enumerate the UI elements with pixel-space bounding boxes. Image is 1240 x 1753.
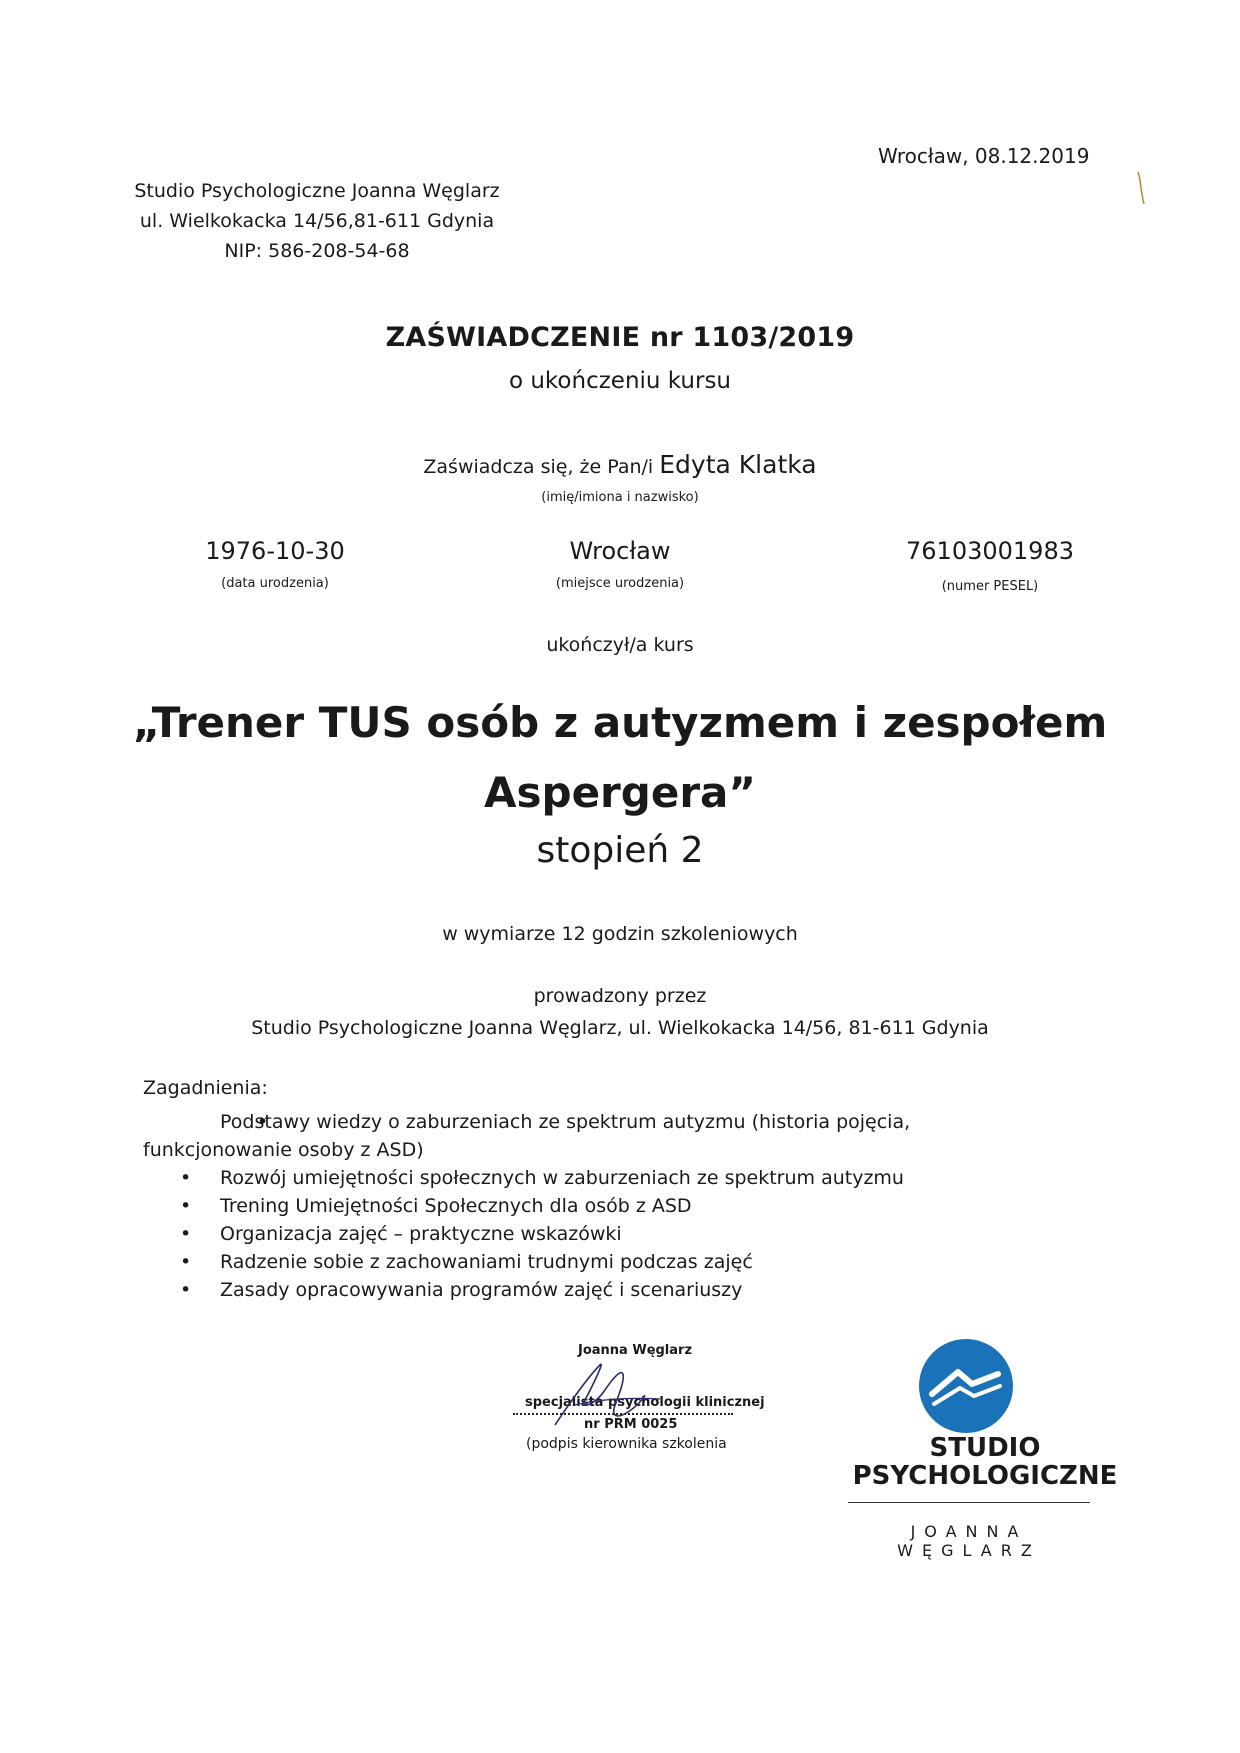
certificate-subtitle: o ukończeniu kursu: [508, 368, 732, 394]
topic-item: • Rozwój umiejętności społecznych w zaburzeniach ze spektrum autyzmu: [143, 1164, 1063, 1192]
handwritten-signature: [545, 1355, 678, 1435]
completed-line: ukończył/a kurs: [546, 634, 694, 656]
birth-date: 1976-10-30: [205, 537, 345, 565]
issuer-address: ul. Wielkokacka 14/56,81-611 Gdynia: [139, 210, 495, 232]
course-degree: stopień 2: [536, 830, 704, 871]
topic-item: • Podstawy wiedzy o zaburzeniach ze spektrum autyzmu (historia pojęcia, funkcjonowanie osoby z ASD): [143, 1108, 1063, 1164]
issuer-block: [132, 176, 502, 266]
course-name-line-1: „Trener TUS osób z autyzmem i zespołem: [132, 698, 1108, 747]
course-provider: Studio Psychologiczne Joanna Węglarz, ul. Wielkokacka 14/56, 81-611 Gdynia: [251, 1017, 989, 1039]
signature-caption: (podpis kierownika szkolenia: [526, 1436, 727, 1452]
pesel-number: 76103001983: [906, 537, 1074, 565]
topics-list: [143, 1108, 1063, 1304]
name-caption: (imię/imiona i nazwisko): [541, 490, 699, 505]
topic-item: • Radzenie sobie z zachowaniami trudnymi podczas zajęć: [143, 1248, 1063, 1276]
logo-subtitle: JOANNA WĘGLARZ: [897, 1522, 1041, 1560]
studio-logo-icon: [918, 1338, 1014, 1434]
birth-place-caption: (miejsce urodzenia): [555, 576, 685, 591]
topics-label: Zagadnienia:: [143, 1077, 268, 1099]
stamp-title: specjalista psychologii klinicznej: [525, 1395, 765, 1410]
course-name: [100, 688, 1140, 828]
stamp-name: Joanna Węglarz: [578, 1343, 693, 1358]
certifies-line: [0, 450, 1240, 479]
topic-item: • Organizacja zajęć – praktyczne wskazówki: [143, 1220, 1063, 1248]
led-by-label: prowadzony przez: [533, 985, 707, 1007]
issuer-nip: NIP: 586-208-54-68: [224, 240, 410, 262]
birth-place: Wrocław: [569, 537, 671, 565]
logo-text-line-1: STUDIO: [929, 1433, 1041, 1463]
person-name: Edyta Klatka: [659, 450, 817, 479]
birth-date-caption: (data urodzenia): [221, 576, 329, 591]
scan-mark: [1135, 170, 1147, 210]
logo-text-line-2: PSYCHOLOGICZNE: [852, 1461, 1118, 1491]
place-date: Wrocław, 08.12.2019: [878, 144, 1090, 168]
course-name-line-2: Aspergera”: [484, 768, 756, 817]
course-hours: w wymiarze 12 godzin szkoleniowych: [442, 923, 798, 945]
issuer-name: Studio Psychologiczne Joanna Węglarz: [134, 180, 500, 202]
certifies-intro: Zaświadcza się, że Pan/i: [423, 456, 654, 478]
topic-item: • Trening Umiejętności Społecznych dla osób z ASD: [143, 1192, 1063, 1220]
pesel-caption: (numer PESEL): [941, 579, 1039, 594]
topic-item: • Zasady opracowywania programów zajęć i scenariuszy: [143, 1276, 1063, 1304]
certificate-title: ZAŚWIADCZENIE nr 1103/2019: [385, 322, 855, 353]
logo-divider: [848, 1502, 1090, 1503]
stamp-number: nr PRM 0025: [584, 1417, 678, 1432]
